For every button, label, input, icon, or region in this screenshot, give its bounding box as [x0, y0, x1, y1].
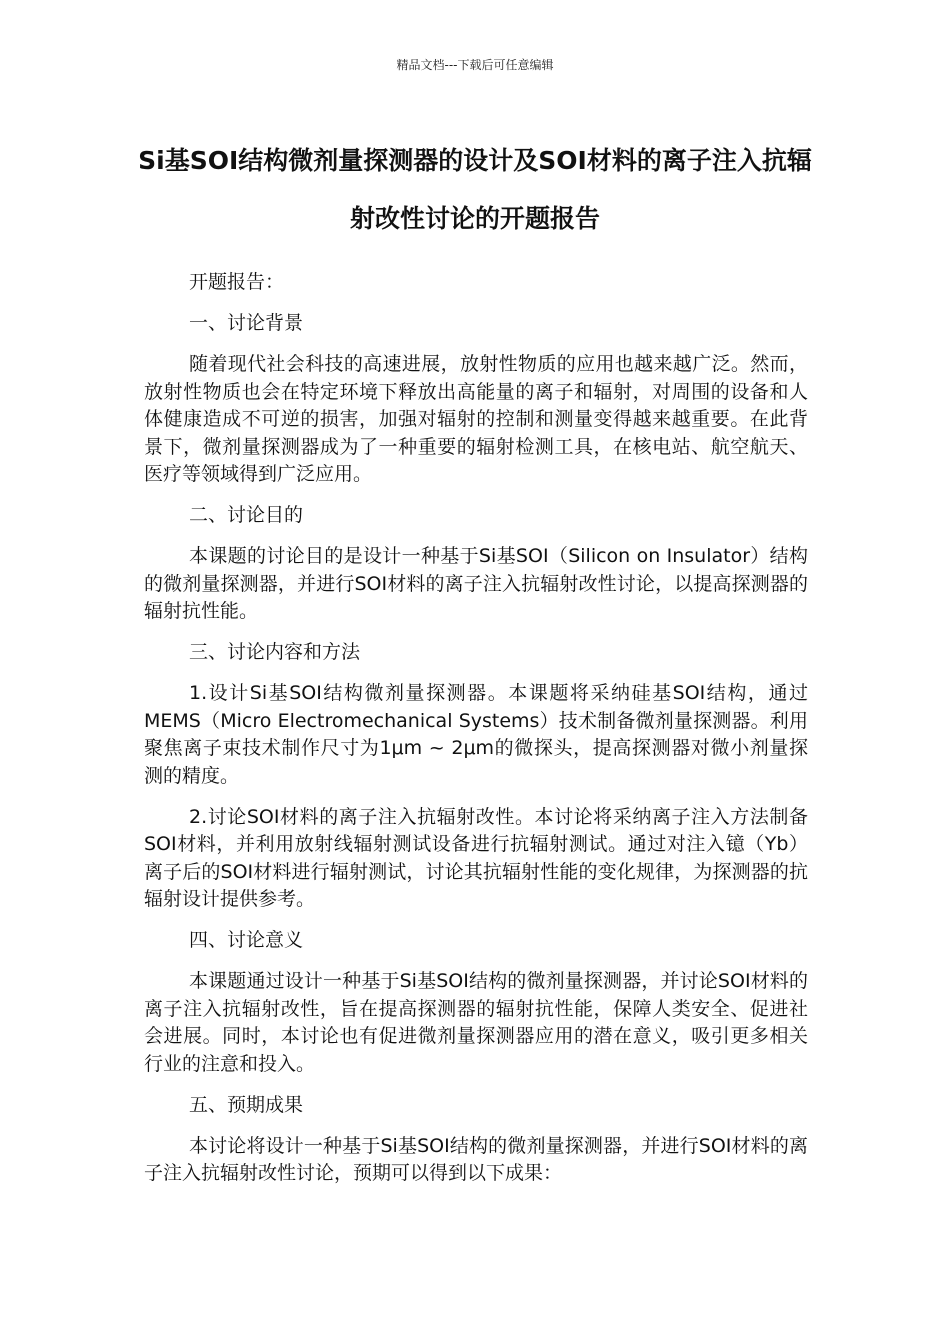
header-note: 精品文档---下载后可任意编辑	[396, 58, 554, 72]
paragraph-method-2: 2.讨论SOI材料的离子注入抗辐射改性。本讨论将采纳离子注入方法制备SOI材料，并利用放射线辐射测试设备进行抗辐射测试。通过对注入镱（Yb）离子后的SOI材料进行辐射测试，讨论其抗辐射性能的变化规律，为探测器的抗辐射设计提供参考。	[144, 805, 808, 910]
document-title: Si基SOI结构微剂量探测器的设计及SOI材料的离子注入抗辐射改性讨论的开题报告	[138, 146, 812, 233]
paragraph-purpose: 本课题的讨论目的是设计一种基于Si基SOI（Silicon on Insulator）结构的微剂量探测器，并进行SOI材料的离子注入抗辐射改性讨论，以提高探测器的辐射抗性能。	[144, 545, 808, 622]
paragraph-significance: 本课题通过设计一种基于Si基SOI结构的微剂量探测器，并讨论SOI材料的离子注入抗辐射改性，旨在提高探测器的辐射抗性能，保障人类安全、促进社会进展。同时，本讨论也有促进微剂量探测器应用的潜在意义，吸引更多相关行业的注意和投入。	[144, 970, 808, 1075]
section-heading-background: 一、讨论背景	[189, 312, 304, 334]
paragraph-background: 随着现代社会科技的高速进展，放射性物质的应用也越来越广泛。然而，放射性物质也会在特定环境下释放出高能量的离子和辐射，对周围的设备和人体健康造成不可逆的损害，加强对辐射的控制和测量变得越来越重要。在此背景下，微剂量探测器成为了一种重要的辐射检测工具，在核电站、航空航天、医疗等领域得到广泛应用。	[144, 353, 808, 485]
section-heading-content-method: 三、讨论内容和方法	[189, 641, 361, 663]
section-heading-significance: 四、讨论意义	[189, 929, 304, 951]
section-heading-expected-results: 五、预期成果	[189, 1093, 304, 1116]
paragraph-expected-results: 本讨论将设计一种基于Si基SOI结构的微剂量探测器，并进行SOI材料的离子注入抗辐射改性讨论，预期可以得到以下成果：	[144, 1134, 808, 1184]
section-heading-purpose: 二、讨论目的	[189, 504, 304, 526]
paragraph-method-1: 1.设计Si基SOI结构微剂量探测器。本课题将采纳硅基SOI结构，通过MEMS（Micro Electromechanical Systems）技术制备微剂量探测器。利用聚焦离子束技术制作尺寸为1μm ~ 2μm的微探头，提高探测器对微小剂量探测的精度。	[144, 682, 808, 787]
report-label: 开题报告：	[189, 271, 285, 293]
document-body	[144, 269, 808, 1201]
